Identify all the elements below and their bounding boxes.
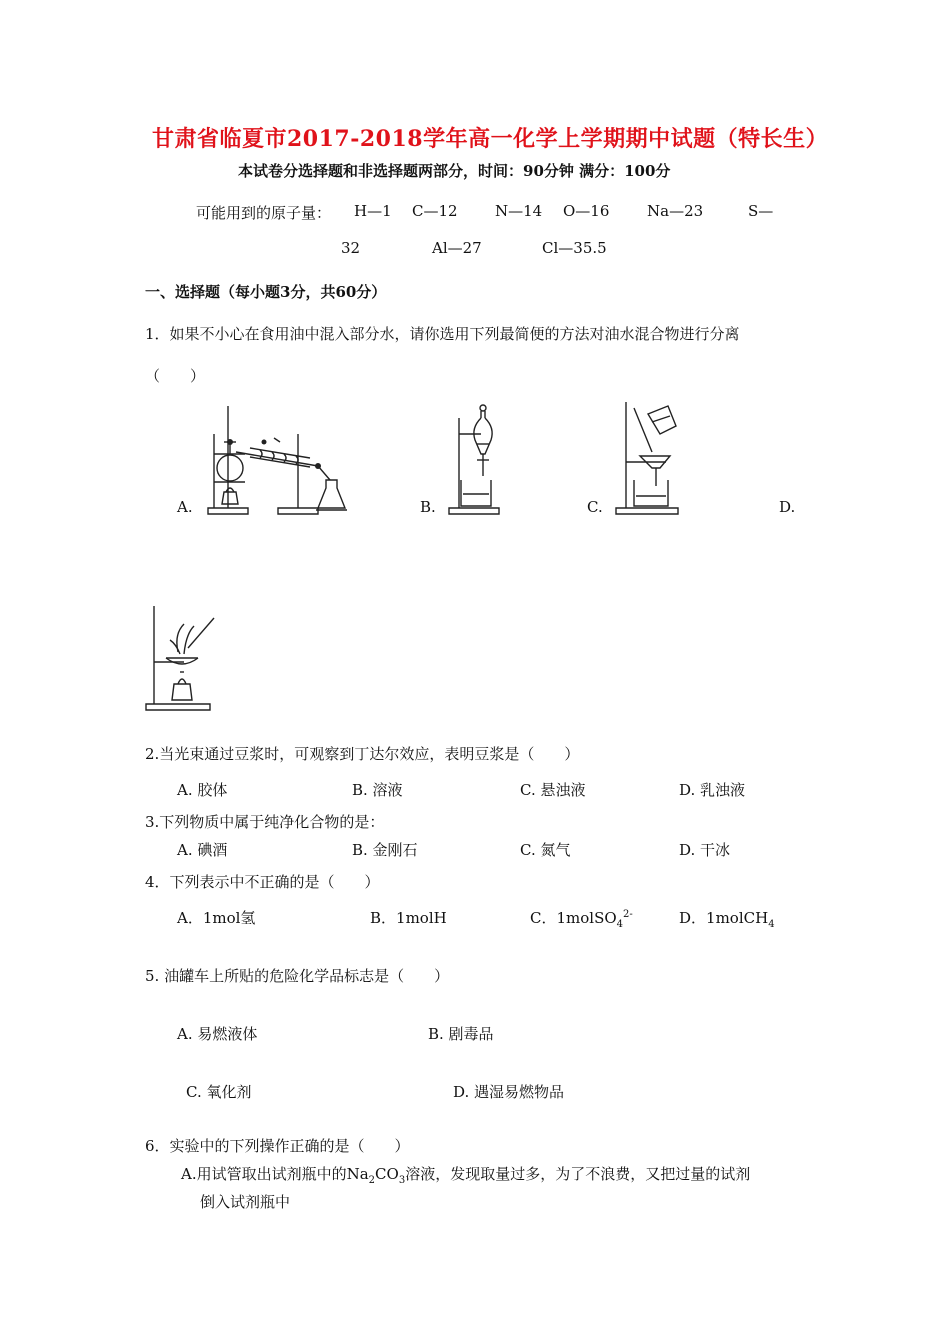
q5-option-a: A. 易燃液体	[177, 1025, 258, 1043]
q4-option-d-subscript: 4	[768, 919, 775, 930]
q2-stem: 2.当光束通过豆浆时，可观察到丁达尔效应，表明豆浆是（ ）	[145, 745, 580, 763]
q1-option-b-label: B.	[420, 498, 436, 516]
q2-option-a: A. 胶体	[177, 781, 228, 799]
q6-option-a-line2: 倒入试剂瓶中	[200, 1193, 291, 1211]
q6-option-a-subscript-2: 3	[398, 1175, 406, 1186]
atomic-mass-s: S—	[748, 202, 774, 220]
atomic-mass-o: O—16	[563, 202, 610, 220]
q6-stem: 6．实验中的下列操作正确的是（ ）	[145, 1137, 410, 1155]
atomic-mass-na: Na—23	[647, 202, 704, 220]
atomic-mass-s-value: 32	[341, 239, 361, 257]
q2-option-c: C. 悬浊液	[520, 781, 586, 799]
q6-option-a-subscript-1: 2	[368, 1175, 376, 1186]
distillation-apparatus-figure	[200, 404, 355, 516]
separatory-funnel-figure	[447, 404, 502, 516]
page-title: 甘肃省临夏市2017-2018学年高一化学上学期期中试题（特长生）	[152, 126, 829, 152]
section-heading: 一、选择题（每小题3分，共60分）	[145, 283, 387, 301]
atomic-mass-c: C—12	[412, 202, 458, 220]
q3-option-c: C. 氮气	[520, 841, 571, 859]
q4-option-c-subscript: 4	[616, 919, 624, 930]
exam-info: 本试卷分选择题和非选择题两部分，时间：90分钟 满分：100分	[238, 162, 671, 180]
q6-option-a	[181, 1163, 750, 1186]
atomic-mass-cl: Cl—35.5	[542, 239, 607, 257]
q5-option-c: C. 氧化剂	[186, 1083, 252, 1101]
atomic-mass-label: 可能用到的原子量：	[196, 204, 332, 222]
q5-stem: 5. 油罐车上所贴的危险化学品标志是（ ）	[145, 967, 450, 985]
q3-stem: 3.下列物质中属于纯净化合物的是：	[145, 813, 385, 831]
q6-option-a-text-2: CO	[375, 1165, 399, 1183]
q3-option-a: A. 碘酒	[177, 841, 228, 859]
atomic-mass-al: Al—27	[432, 239, 482, 257]
q4-stem: 4．下列表示中不正确的是（ ）	[145, 873, 380, 891]
q5-option-b: B. 剧毒品	[428, 1025, 494, 1043]
atomic-mass-n: N—14	[495, 202, 543, 220]
q4-option-a: A．1mol氢	[177, 909, 256, 927]
filtration-apparatus-figure	[614, 400, 689, 516]
q6-option-a-text-3: 溶液，发现取量过多，为了不浪费，又把过量的试剂	[405, 1165, 751, 1183]
atomic-mass-h: H—1	[354, 202, 392, 220]
q1-stem: 1．如果不小心在食用油中混入部分水，请你选用下列最简便的方法对油水混合物进行分离	[145, 325, 740, 343]
q4-option-c-superscript: 2-	[623, 909, 633, 920]
q1-option-d-label: D.	[779, 498, 796, 516]
q1-option-c-label: C.	[587, 498, 603, 516]
q4-option-c	[530, 907, 633, 930]
q6-option-a-text-1: A.用试管取出试剂瓶中的Na	[181, 1165, 369, 1183]
q4-option-c-text: C．1molSO	[530, 909, 617, 927]
q5-option-d: D. 遇湿易燃物品	[453, 1083, 565, 1101]
q2-option-d: D. 乳浊液	[679, 781, 746, 799]
q4-option-d-text: D．1molCH	[679, 909, 769, 927]
q3-option-b: B. 金刚石	[352, 841, 418, 859]
q2-option-b: B. 溶液	[352, 781, 403, 799]
q1-answer-paren: （ ）	[145, 367, 206, 385]
q1-option-a-label: A.	[177, 498, 193, 516]
q4-option-b: B．1molH	[370, 909, 447, 927]
q4-option-d	[679, 907, 775, 930]
evaporation-apparatus-figure	[144, 604, 219, 712]
q3-option-d: D. 干冰	[679, 841, 731, 859]
